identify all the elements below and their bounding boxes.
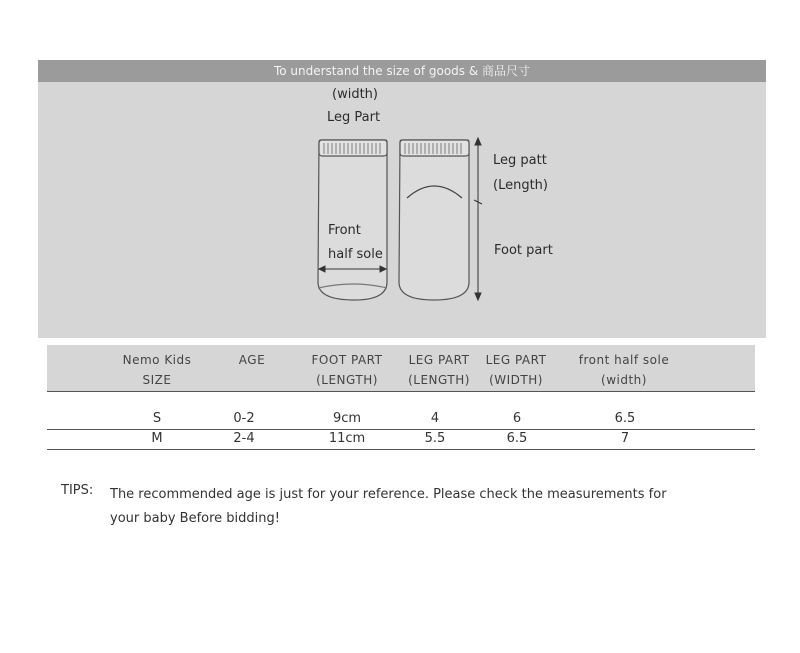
cell-foot: 9cm <box>332 411 362 426</box>
table-rule-top <box>47 391 755 392</box>
tips-text: The recommended age is just for your reference. Please check the measurements for your baby Before bidding! <box>110 487 667 526</box>
width-label: (width) <box>332 87 378 102</box>
header-leg-width: LEG PART (WIDTH) <box>485 353 547 387</box>
cell-leg-width: 6 <box>512 411 522 426</box>
sock-front-view <box>318 140 387 300</box>
table-rule-middle <box>47 429 755 430</box>
size-guide-title: To understand the size of goods & 商品尺寸 <box>273 64 531 78</box>
sock-diagram-panel <box>38 82 766 338</box>
table-rule-bottom <box>47 449 755 450</box>
half-sole-label: half sole <box>328 247 383 262</box>
sock-side-view <box>399 140 469 300</box>
cell-size: M <box>151 431 163 446</box>
leg-part-label: Leg Part <box>327 110 381 125</box>
cell-foot: 11cm <box>328 431 366 446</box>
cell-leg-length: 5.5 <box>424 431 446 446</box>
header-size: Nemo Kids SIZE <box>122 353 192 387</box>
header-foot-part: FOOT PART (LENGTH) <box>311 353 383 387</box>
cell-half-sole: 6.5 <box>614 411 636 426</box>
cell-size: S <box>152 411 162 426</box>
foot-part-label: Foot part <box>494 243 553 258</box>
leg-patt-label: Leg patt <box>493 153 547 168</box>
size-guide-header <box>38 60 766 82</box>
front-label: Front <box>328 223 361 238</box>
length-arrow <box>474 138 482 300</box>
sock-diagram <box>38 82 766 338</box>
header-leg-length: LEG PART (LENGTH) <box>408 353 470 387</box>
size-table-header <box>47 345 755 391</box>
cell-leg-length: 4 <box>430 411 440 426</box>
header-age: AGE <box>238 353 266 367</box>
cell-half-sole: 7 <box>620 431 630 446</box>
header-half-sole: front half sole (width) <box>578 353 670 387</box>
length-label: (Length) <box>493 178 548 193</box>
tips-label: TIPS: <box>61 483 94 498</box>
cell-age: 2-4 <box>233 431 255 446</box>
cell-leg-width: 6.5 <box>506 431 528 446</box>
cell-age: 0-2 <box>233 411 255 426</box>
